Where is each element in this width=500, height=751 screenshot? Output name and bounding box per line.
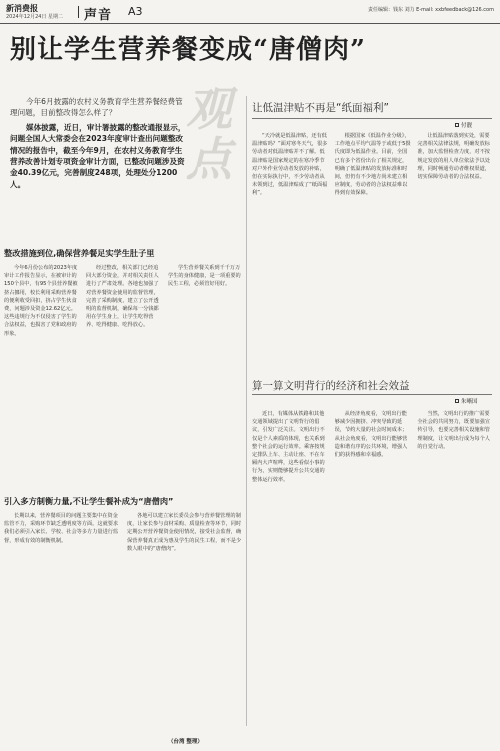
article-1-paragraph: 经过整改，相关部门已经追回大部分资金，并对相关责任人进行了严肃处理。各地也加强了对营养餐资金使用的监督管理，完善了采购制度，建立了公开透明的监督机制，确保每一分钱都用在学生身上，让学生吃得营养、吃得健康、吃得放心。 — [86, 265, 159, 329]
article-body-3 — [252, 132, 494, 337]
article-4-paragraph: 当然，文明出行的推广需要全社会的共同努力，既要加强宣传引导，也要完善相关设施和管理制度，让文明出行成为每个人的自觉行动。 — [417, 411, 490, 450]
article-body-4 — [252, 410, 494, 728]
article-title-4: 算一算文明背行的经济和社会效益 — [252, 380, 410, 392]
page-code: A3 — [128, 5, 143, 18]
byline — [455, 121, 472, 129]
article-1-paragraph: 学生营养餐关系到千千万万学生的身体健康，是一项重要的民生工程，必须管好用好。 — [168, 265, 241, 288]
column-divider — [246, 96, 247, 726]
author-name: 朱晰国 — [461, 399, 478, 405]
title-rule — [252, 118, 492, 119]
issue-date: 2024年12月24日 星期二 — [6, 14, 64, 20]
article-4-paragraph: 近日，有媒体从铁路和其他交通领域提出了文明背行的倡议，引发广泛关注。文明出行不仅是个人素质的体现，也关系到整个社会的运行效率。乘客按规定排队上车、主动让座、不在车厢内大声喧哗，这些看似小事的行为，实则能够提升公共交通的整体运行效率。 — [252, 411, 325, 483]
article-title-1: 整改措施到位,确保营养餐足实学生肚子里 — [4, 248, 155, 258]
article-3-paragraph: 根据国家《低温作业分级》，工作地点平均气温等于或低于5摄氏度即为低温作业。目前，全国已有多个省份出台了相关规定，明确了低温津贴的发放标准和时间，但仍有不少地方尚未建立相应制度，劳动者的合法权益难以得到有效保障。 — [334, 133, 411, 197]
author-name: 付靓 — [461, 123, 473, 129]
article-body-2 — [4, 512, 244, 732]
page-header — [0, 0, 500, 24]
article-2-paragraph: 各地可以建立家长委员会参与营养餐管理的制度，让家长参与食材采购、质量检查等环节，同时定期公开营养餐资金使用情况，接受社会监督，确保营养餐真正成为惠及学生的民生工程，而不是少数人眼中的“唐僧肉”。 — [127, 513, 242, 552]
article-3-paragraph: “天冷就是低温津贴，还有低温津贴吗？”面对寒冬天气，很多劳动者对低温津贴并不了解。低温津贴是国家规定的在寒冷季节对户外作业劳动者发放的补贴，但在实际执行中，不少劳动者从未领到过，低温津贴成了“纸面福利”。 — [252, 133, 328, 197]
page-footer: （台湾 整理） — [168, 739, 203, 745]
byline-square-icon — [455, 123, 459, 127]
section-name: 声音 — [84, 8, 113, 23]
article-2-paragraph: 长期以来，营养餐项目的问题主要集中在资金监管不力，采购环节缺乏透明度等方面。这就要求我们必须引入家长、学校、社会等多方力量进行监督，形成有效的制衡机制。 — [4, 513, 119, 544]
lead-bold-text: 媒体披露，近日，审计署披露的整改通报显示，问题全国人大常委会在2023年度审计查出问题整改情况的报告中，截至今年9月，在农村义务教育学生营养改善计划专项资金审计方面，已整改问题涉及资金40.39亿元，完善制度248项，处理处分1200人。 — [10, 122, 186, 189]
byline-square-icon — [455, 399, 459, 403]
article-body-1 — [4, 264, 244, 489]
title-rule — [252, 394, 492, 395]
article-3-paragraph: 让低温津贴落到实处，需要完善相关法律法规，明确发放标准，加大监督检查力度，对不按规定发放的用人单位依法予以处理，同时畅通劳动者维权渠道，切实保障劳动者的合法权益。 — [417, 133, 490, 181]
editor-info: 责任编辑：钱东 刘力 E-mail: xxbfeedback@126.com — [367, 7, 494, 13]
main-headline: 别让学生营养餐变成“唐僧肉” — [10, 35, 366, 65]
article-1-paragraph: 今年6月份公布的2023年度审计工作报告显示，在被审计的150个县中，有95个县营养餐被挤占挪用，校长利用采购营养餐的便利收受回扣，挤占学生伙食费，问题涉及资金12.62亿元。这些违规行为不仅侵害了学生的合法权益，也损害了党和政府的形象。 — [4, 265, 78, 337]
masthead-logo: 新消费报 — [6, 3, 38, 13]
header-separator — [78, 6, 79, 18]
byline — [455, 397, 478, 405]
column-watermark: 观点 — [186, 82, 232, 186]
lead-summary — [10, 96, 186, 193]
article-4-paragraph: 从经济角度看，文明出行能够减少因拥挤、冲突导致的延误，节约大量的社会时间成本；从社会角度看，文明出行能够营造和谐有序的公共环境，增强人们的获得感和幸福感。 — [334, 411, 408, 459]
article-title-2: 引入多方制衡力量,不让学生餐补成为“唐僧肉” — [4, 496, 174, 506]
article-title-3: 让低温津贴不再是“纸面福利” — [252, 102, 389, 114]
lead-intro: 今年6月披露的农村义务教育学生营养餐经费管理问题，目前整改得怎么样了？ — [10, 97, 183, 118]
